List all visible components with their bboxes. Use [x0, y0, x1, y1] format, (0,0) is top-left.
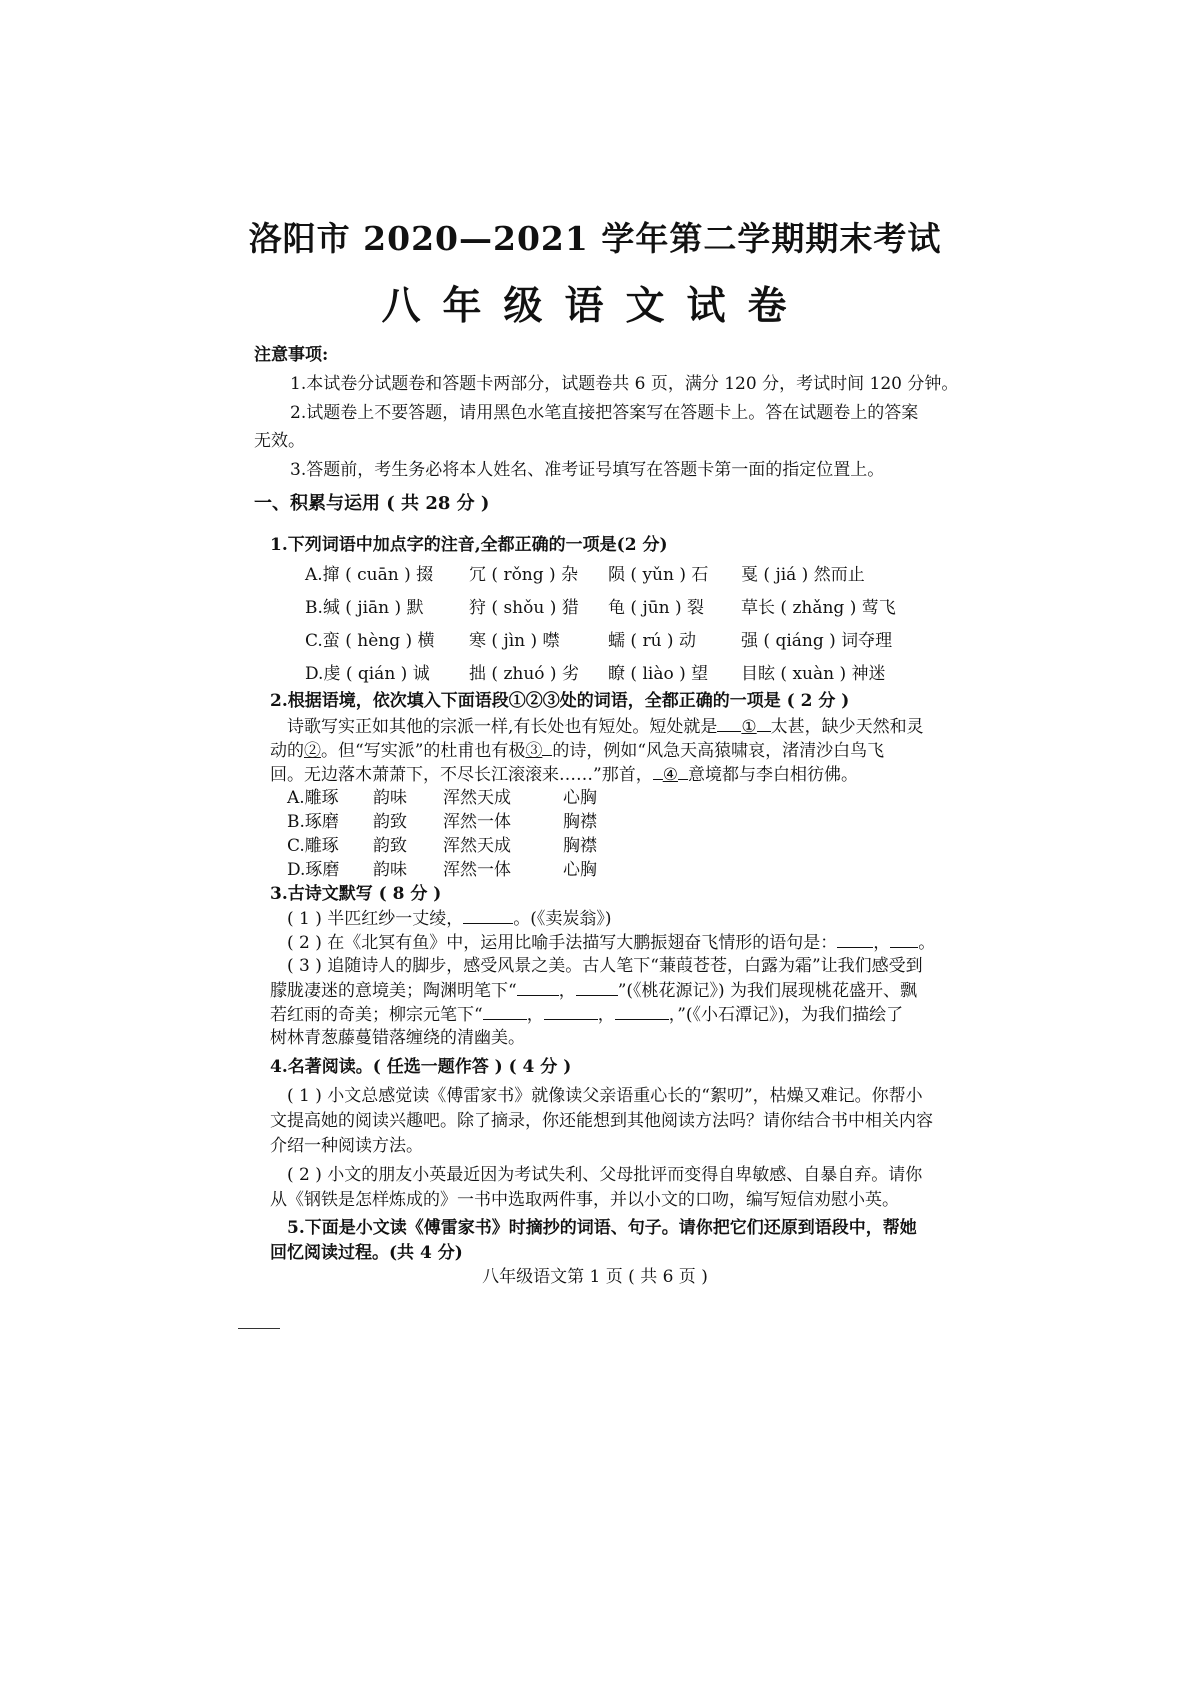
- q2-blank-2: ②: [304, 741, 321, 761]
- q3-item-3: ( 3 ) 追随诗人的脚步，感受风景之美。古人笔下“蒹葭苍苍，白露为霜”让我们感受到: [287, 956, 923, 976]
- question-5-stem: 5.下面是小文读《傅雷家书》时摘抄的词语、句子。请你把它们还原到语段中，帮她: [287, 1218, 917, 1238]
- exam-subtitle: 八年级语文试卷: [381, 283, 809, 329]
- q2-passage-text: 太甚，缺少天然和灵: [770, 717, 924, 737]
- question-3-stem: 3.古诗文默写 ( 8 分 ): [270, 884, 442, 904]
- q1-option-b-word2: 狩 ( shǒu ) 猎: [469, 598, 579, 618]
- q1-option-a-word4: 戛 ( jiá ) 然而止: [741, 565, 865, 585]
- q1-option-c-word1: C.蛮 ( hèng ) 横: [305, 631, 435, 651]
- q4-item-1-line-3: 介绍一种阅读方法。: [270, 1136, 423, 1156]
- q2-passage-line-2: [270, 739, 884, 763]
- q3-item-3-text: 朦胧凄迷的意境美；陶渊明笔下“: [270, 981, 517, 1001]
- q3-item-2-text: ( 2 ) 在《北冥有鱼》中，运用比喻手法描写大鹏振翅奋飞情形的语句是：: [287, 933, 838, 953]
- q4-item-1: ( 1 ) 小文总感觉读《傅雷家书》就像读父亲语重心长的“絮叨”，枯燥又难记。你帮小: [287, 1086, 923, 1106]
- notice-item-2: 2.试题卷上不要答题，请用黑色水笔直接把答案写在答题卡上。答在试题卷上的答案: [290, 403, 919, 423]
- q1-option-b-word3: 龟 ( jūn ) 裂: [608, 598, 705, 618]
- q3-item-1: [287, 907, 612, 931]
- q2-passage-text: 诗歌写实正如其他的宗派一样,有长处也有短处。短处就是: [287, 717, 718, 737]
- q1-option-a-word2: 冗 ( rǒng ) 杂: [469, 565, 579, 585]
- q3-item-1-text: ( 1 ) 半匹红纱一丈绫，: [287, 909, 464, 929]
- q3-item-3-text: ”(《桃花源记》) 为我们展现桃花盛开、飘: [617, 981, 918, 1001]
- q1-option-a-word3: 陨 ( yǔn ) 石: [608, 565, 709, 585]
- q2-option-b-word3: 浑然一体: [443, 812, 511, 832]
- q1-option-a-word1: A.撺 ( cuān ) 掇: [305, 565, 434, 585]
- q2-passage-text: 意境都与李白相彷佛。: [687, 765, 858, 785]
- q2-passage-text: 回。无边落木萧萧下，不尽长江滚滚来……”那首，: [270, 765, 653, 785]
- q3-item-3-text: 若红雨的奇美；柳宗元笔下“: [270, 1005, 483, 1025]
- q2-blank-1: ①: [741, 717, 757, 737]
- q2-option-b-word4: 胸襟: [563, 812, 597, 832]
- q3-answer-blank: [837, 931, 873, 948]
- q3-item-2: [287, 931, 935, 955]
- q3-item-3-text: ，”(《小石潭记》)，为我们描绘了: [668, 1005, 904, 1025]
- exam-title: 洛阳市 2020—2021 学年第二学期期末考试: [248, 219, 942, 258]
- q3-answer-blank: [615, 1003, 669, 1020]
- q3-item-3-line-3: [270, 1003, 903, 1027]
- q4-item-2-line-2: 从《钢铁是怎样炼成的》一书中选取两件事，并以小文的口吻，编写短信劝慰小英。: [270, 1190, 899, 1210]
- question-1-stem: 1.下列词语中加点字的注音,全都正确的一项是(2 分): [270, 535, 668, 555]
- q1-option-d-word3: 瞭 ( liào ) 望: [608, 664, 709, 684]
- q2-option-a-word4: 心胸: [563, 788, 597, 808]
- q2-passage-text: 。但“写实派”的杜甫也有极: [321, 741, 526, 761]
- q2-option-d-word3: 浑然一体: [443, 860, 511, 880]
- scan-mark-line: [238, 1328, 280, 1329]
- q2-blank-tail: [678, 763, 688, 780]
- q3-punctuation: ，: [597, 1005, 615, 1025]
- q1-option-c-word2: 寒 ( jìn ) 噤: [469, 631, 560, 651]
- q2-option-d-word4: 心胸: [563, 860, 597, 880]
- question-4-stem: 4.名著阅读。( 任选一题作答 ) ( 4 分 ): [270, 1057, 572, 1077]
- q3-item-3-line-4: 树林青葱藤蔓错落缠绕的清幽美。: [270, 1028, 525, 1048]
- q1-option-d-word2: 拙 ( zhuó ) 劣: [469, 664, 579, 684]
- q2-blank-lead: [653, 763, 663, 780]
- q1-option-b-word1: B.缄 ( jiān ) 默: [305, 598, 424, 618]
- q2-passage-line-1: [287, 715, 924, 739]
- q2-blank-3: ③: [525, 741, 543, 761]
- question-5-stem-line-2: 回忆阅读过程。(共 4 分): [270, 1243, 463, 1263]
- q2-option-d-word2: 韵味: [373, 860, 407, 880]
- q1-option-b-word4: 草长 ( zhǎng ) 莺飞: [741, 598, 896, 618]
- q4-item-2: ( 2 ) 小文的朋友小英最近因为考试失利、父母批评而变得自卑敏感、自暴自弃。请你: [287, 1165, 923, 1185]
- q2-passage-text: 的诗，例如“风急天高猿啸哀，渚清沙白鸟飞: [552, 741, 885, 761]
- q1-option-d-word4: 目眩 ( xuàn ) 神迷: [741, 664, 886, 684]
- q2-option-b-word2: 韵致: [373, 812, 407, 832]
- q1-option-c-word4: 强 ( qiáng ) 词夺理: [741, 631, 893, 651]
- q3-item-1-source: 。(《卖炭翁》): [513, 909, 612, 929]
- q2-passage-text: 动的: [270, 741, 304, 761]
- notice-item-1: 1.本试卷分试题卷和答题卡两部分，试题卷共 6 页，满分 120 分，考试时间 120 分钟。: [290, 374, 959, 394]
- q3-item-3-line-2: [270, 979, 917, 1003]
- q2-option-b-word1: B.琢磨: [287, 812, 339, 832]
- q2-option-c-word1: C.雕琢: [287, 836, 339, 856]
- notice-item-3: 3.答题前，考生务必将本人姓名、准考证号填写在答题卡第一面的指定位置上。: [290, 460, 885, 480]
- q2-option-a-word1: A.雕琢: [287, 788, 339, 808]
- q3-answer-blank: [483, 1003, 527, 1020]
- q2-option-a-word2: 韵味: [373, 788, 407, 808]
- page-footer: 八年级语文第 1 页 ( 共 6 页 ): [482, 1267, 708, 1287]
- q3-punctuation: ，: [526, 1005, 544, 1025]
- q2-option-c-word2: 韵致: [373, 836, 407, 856]
- q2-blank-tail: [757, 715, 771, 732]
- question-2-stem: 2.根据语境，依次填入下面语段①②③处的词语，全都正确的一项是 ( 2 分 ): [270, 691, 850, 711]
- q2-blank-lead: [717, 715, 741, 732]
- q3-answer-blank: [890, 931, 918, 948]
- q3-answer-blank: [544, 1003, 598, 1020]
- q3-punctuation: 。: [918, 933, 936, 953]
- q1-option-c-word3: 蠕 ( rú ) 动: [608, 631, 696, 651]
- q3-answer-blank: [463, 907, 513, 924]
- q4-item-1-line-2: 文提高她的阅读兴趣吧。除了摘录，你还能想到其他阅读方法吗？请你结合书中相关内容: [270, 1111, 933, 1131]
- notice-heading: 注意事项:: [254, 345, 329, 365]
- q2-option-c-word3: 浑然天成: [443, 836, 511, 856]
- q3-punctuation: ，: [558, 981, 576, 1001]
- q3-punctuation: ，: [873, 933, 891, 953]
- q2-blank-tail: [542, 739, 552, 756]
- q2-passage-line-3: [270, 763, 858, 787]
- q3-answer-blank: [517, 979, 559, 996]
- q2-option-a-word3: 浑然天成: [443, 788, 511, 808]
- q2-option-c-word4: 胸襟: [563, 836, 597, 856]
- q2-option-d-word1: D.琢磨: [287, 860, 340, 880]
- q2-blank-4: ④: [662, 765, 678, 785]
- q1-option-d-word1: D.虔 ( qián ) 诚: [305, 664, 430, 684]
- q3-answer-blank: [576, 979, 618, 996]
- notice-item-2-cont: 无效。: [254, 431, 305, 451]
- section-heading: 一、积累与运用 ( 共 28 分 ): [254, 493, 490, 514]
